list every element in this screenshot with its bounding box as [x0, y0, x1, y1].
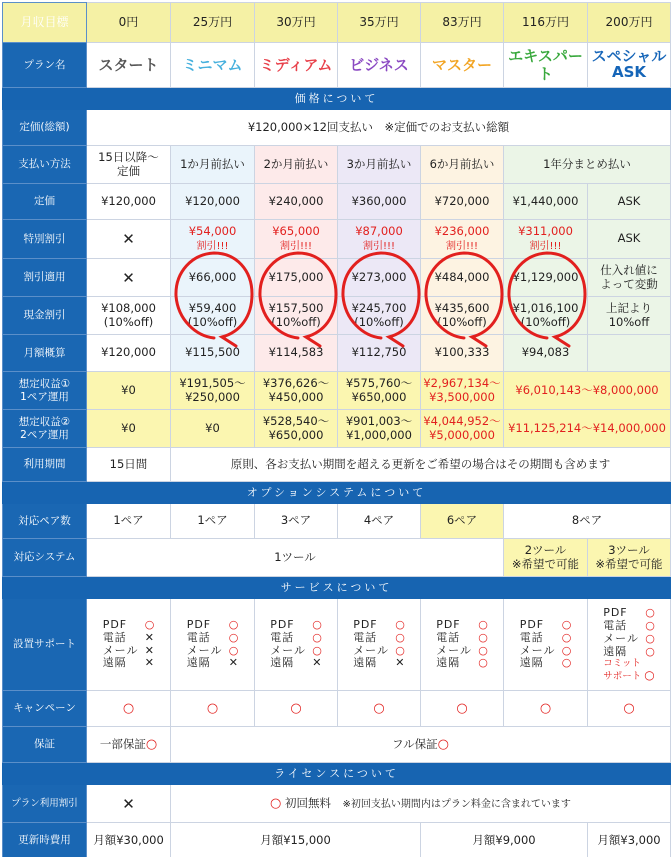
guarantee-full: [171, 727, 671, 763]
campaign-medium: ○: [255, 691, 338, 727]
guarantee-start: [87, 727, 171, 763]
setup-start: [87, 599, 171, 691]
support-item-name: 遠隔: [353, 656, 378, 670]
support-list: [603, 607, 655, 682]
discount-suffix: 割引!!!: [362, 240, 396, 252]
campaign-minimum: ○: [171, 691, 255, 727]
system-expert-tool: 2ツール: [524, 542, 567, 557]
income-to: ¥3,500,000: [429, 389, 495, 404]
income-1pair-row: [3, 372, 671, 410]
support-list: [270, 619, 322, 671]
cash-discount-business: [338, 297, 421, 335]
monthly-minimum: ¥115,500: [171, 335, 255, 372]
cash-off: (10%off): [271, 314, 321, 329]
special-discount-expert: [504, 220, 588, 259]
payment-method-label: 支払い方法: [3, 146, 87, 184]
plan-special-line2: ASK: [611, 63, 647, 81]
option-section-title: オプションシステムについて: [3, 482, 671, 504]
support-item-name: PDF: [519, 617, 545, 631]
income1-medium: [255, 372, 338, 410]
discount-amount: ¥87,000: [355, 224, 403, 239]
special-discount-master: [421, 220, 504, 259]
support-unavailable-mark: ✕: [395, 656, 405, 670]
support-list: [436, 619, 488, 671]
setup-master: [421, 599, 504, 691]
commit-line1: コミット: [603, 657, 641, 669]
fixed-price-special: ASK: [588, 184, 671, 220]
support-item: [270, 657, 322, 670]
support-item-name: PDF: [102, 617, 128, 631]
fixed-price-start: ¥120,000: [87, 184, 171, 220]
renewal-start: 月額¥30,000: [87, 823, 171, 857]
support-item-name: 電話: [436, 630, 461, 644]
cash-discount-row: [3, 297, 671, 335]
campaign-master: ○: [421, 691, 504, 727]
setup-support-label: 設置サポート: [3, 599, 87, 691]
monthly-special: [588, 335, 671, 372]
support-list: [103, 619, 155, 671]
commit-circle: ○: [644, 667, 655, 682]
setup-minimum: [171, 599, 255, 691]
target-minimum: 25万円: [171, 3, 255, 43]
usage-period-row: [3, 448, 671, 482]
support-available-mark: ○: [645, 618, 655, 632]
support-available-mark: ○: [561, 643, 572, 657]
target-income-label: 月収目標: [3, 3, 87, 43]
support-available-mark: ○: [395, 630, 405, 644]
income-1pair-label: [3, 372, 87, 410]
cash-discount-start: [87, 297, 171, 335]
monthly-business: ¥112,750: [338, 335, 421, 372]
support-available-mark: ○: [478, 630, 488, 644]
plan-discount-start: ✕: [87, 785, 171, 823]
discount-amount: ¥54,000: [188, 224, 237, 239]
support-unavailable-mark: ✕: [144, 643, 154, 657]
monthly-master: ¥100,333: [421, 335, 504, 372]
income2-minimum: ¥0: [171, 410, 255, 448]
support-list: [520, 619, 572, 671]
support-item-name: 電話: [186, 630, 211, 644]
system-row: [3, 539, 671, 577]
income1-top: ¥6,010,143〜¥8,000,000: [504, 372, 671, 410]
income2-start: ¥0: [87, 410, 171, 448]
list-price-row: [3, 110, 671, 146]
discount-applied-row: [3, 259, 671, 297]
target-income-row: [3, 3, 671, 43]
support-item-name: 遠隔: [436, 656, 461, 670]
fixed-price-medium: ¥240,000: [255, 184, 338, 220]
support-item-name: 電話: [603, 618, 628, 632]
support-item-name: メール: [519, 643, 556, 657]
support-available-mark: ○: [645, 605, 655, 619]
discount-applied-label: 割引適用: [3, 259, 87, 297]
renewal-special: 月額¥3,000: [588, 823, 671, 857]
income2-medium: [255, 410, 338, 448]
special-discount-minimum: [171, 220, 255, 259]
support-item-name: 遠隔: [186, 656, 211, 670]
system-special-tool: 3ツール: [608, 542, 650, 557]
support-available-mark: ○: [228, 617, 239, 631]
cash-amount: ¥59,400: [188, 300, 237, 315]
payment-medium: 2か月前払い: [255, 146, 338, 184]
fixed-price-expert: ¥1,440,000: [504, 184, 588, 220]
target-expert: 116万円: [504, 3, 588, 43]
target-business: 35万円: [338, 3, 421, 43]
support-available-mark: ○: [144, 617, 155, 631]
support-item-name: PDF: [270, 617, 295, 631]
renewal-upper: 月額¥9,000: [421, 823, 588, 857]
system-expert-note: ※希望で可能: [511, 556, 580, 571]
plan-discount-row: [3, 785, 671, 823]
payment-method-row: [3, 146, 671, 184]
guarantee-label: 保証: [3, 727, 87, 763]
fixed-price-minimum: ¥120,000: [171, 184, 255, 220]
plan-minimum: ミニマム: [171, 43, 255, 88]
price-section-row: [3, 88, 671, 110]
discount-amount: ¥236,000: [434, 224, 490, 239]
cash-amount: ¥245,700: [351, 300, 407, 315]
income-from: ¥528,540〜: [262, 413, 330, 428]
renewal-row: [3, 823, 671, 857]
cash-amount: ¥435,600: [434, 300, 490, 315]
system-expert: [504, 539, 588, 577]
plan-master: マスター: [421, 43, 504, 88]
support-list: [187, 619, 239, 671]
support-item-name: メール: [102, 643, 139, 657]
discount-applied-medium: ¥175,000: [255, 259, 338, 297]
target-master: 83万円: [421, 3, 504, 43]
income-1pair-label-line2: 1ペア運用: [20, 390, 69, 403]
option-section-row: [3, 482, 671, 504]
support-item: [103, 657, 155, 670]
discount-applied-start: ✕: [87, 259, 171, 297]
income1-business: [338, 372, 421, 410]
support-unavailable-mark: ✕: [228, 656, 238, 670]
support-item-name: メール: [436, 643, 472, 657]
income-from: ¥575,760〜: [345, 375, 413, 390]
usage-text: 原則、各お支払い期間を超える更新をご希望の場合はその期間も含めます: [171, 448, 671, 482]
pairs-master: 6ペア: [421, 504, 504, 539]
support-item-name: メール: [603, 631, 639, 645]
special-discount-special: ASK: [588, 220, 671, 259]
setup-special: [588, 599, 671, 691]
discount-applied-master: ¥484,000: [421, 259, 504, 297]
payment-master: 6か月前払い: [421, 146, 504, 184]
license-section-row: [3, 763, 671, 785]
support-available-mark: ○: [561, 656, 572, 670]
support-unavailable-mark: ✕: [312, 656, 322, 670]
support-item-name: 電話: [519, 630, 544, 644]
pairs-label: 対応ペア数: [3, 504, 87, 539]
support-unavailable-mark: ✕: [144, 656, 154, 670]
plan-special: [588, 43, 671, 88]
discount-applied-business: ¥273,000: [338, 259, 421, 297]
free-label: 初回無料: [285, 795, 332, 810]
price-section-title: 価格について: [3, 88, 671, 110]
cash-discount-minimum: [171, 297, 255, 335]
full-guarantee: フル保証: [392, 736, 438, 751]
discount-suffix: 割引!!!: [196, 240, 229, 252]
plan-name-row: [3, 43, 671, 88]
income1-minimum: [171, 372, 255, 410]
service-section-row: [3, 577, 671, 599]
free-note: ※初回支払い期間内はプラン料金に含まれています: [342, 798, 571, 810]
free-circle: ○: [270, 795, 282, 811]
fixed-price-label: 定価: [3, 184, 87, 220]
income-from: ¥2,967,134〜: [423, 375, 501, 390]
payment-start-line1: 15日以降〜: [98, 149, 159, 164]
support-available-mark: ○: [312, 617, 322, 631]
discount-suffix: 割引!!!: [279, 240, 313, 252]
payment-start-line2: 定価: [117, 163, 140, 178]
plan-name-label: プラン名: [3, 43, 87, 88]
system-special-note: ※希望で可能: [595, 556, 663, 571]
support-item-name: PDF: [353, 617, 378, 631]
system-label: 対応システム: [3, 539, 87, 577]
support-item-name: 遠隔: [270, 656, 295, 670]
income1-start: ¥0: [87, 372, 171, 410]
fixed-price-row: [3, 184, 671, 220]
income2-master: [421, 410, 504, 448]
list-price-text: ¥120,000×12回支払い ※定価でのお支払い総額: [87, 110, 671, 146]
full-guarantee-circle: ○: [437, 736, 449, 752]
list-price-label: 定価(総額): [3, 110, 87, 146]
income-to: ¥650,000: [268, 427, 324, 442]
cash-off: (10%off): [187, 314, 238, 329]
support-list: [353, 619, 405, 671]
income-from: ¥4,044,952〜: [423, 413, 501, 428]
system-base: 1ツール: [87, 539, 504, 577]
income-from: ¥376,626〜: [262, 375, 330, 390]
discount-amount: ¥65,000: [272, 224, 320, 239]
applied-special-line1: 仕入れ値に: [600, 262, 658, 277]
pairs-top: 8ペア: [504, 504, 671, 539]
income-to: ¥1,000,000: [346, 427, 412, 442]
monthly-estimate-row: [3, 335, 671, 372]
cash-special-line1: 上記より: [606, 300, 652, 315]
income-2pair-label-line2: 2ペア運用: [20, 428, 69, 441]
income2-business: [338, 410, 421, 448]
applied-special-line2: よって変動: [600, 276, 658, 291]
income-to: ¥450,000: [268, 389, 324, 404]
cash-amount: ¥157,500: [268, 300, 324, 315]
discount-amount: ¥311,000: [518, 224, 573, 239]
support-item-name: 電話: [102, 630, 127, 644]
plan-business: ビジネス: [338, 43, 421, 88]
income-to: ¥650,000: [351, 389, 407, 404]
cash-off: (10%off): [520, 314, 571, 329]
monthly-estimate-label: 月額概算: [3, 335, 87, 372]
payment-start: [87, 146, 171, 184]
setup-business: [338, 599, 421, 691]
income1-master: [421, 372, 504, 410]
special-discount-start: ✕: [87, 220, 171, 259]
support-item-name: PDF: [603, 605, 628, 619]
partial-guarantee: 一部保証: [99, 736, 146, 751]
cash-amount: ¥1,016,100: [512, 300, 579, 315]
discount-suffix: 割引!!!: [445, 240, 479, 252]
pairs-minimum: 1ペア: [171, 504, 255, 539]
cash-discount-medium: [255, 297, 338, 335]
campaign-expert: ○: [504, 691, 588, 727]
guarantee-row: [3, 727, 671, 763]
support-available-mark: ○: [561, 617, 572, 631]
cash-off: (10%off): [437, 314, 487, 329]
support-available-mark: ○: [395, 617, 405, 631]
discount-applied-special: [588, 259, 671, 297]
setup-expert: [504, 599, 588, 691]
cash-special-line2: 10%off: [608, 314, 650, 329]
support-item: [520, 657, 572, 670]
setup-support-row: [3, 599, 671, 691]
partial-guarantee-circle: ○: [145, 736, 158, 752]
payment-year: 1年分まとめ払い: [504, 146, 671, 184]
support-item: [436, 657, 488, 670]
campaign-start: ○: [87, 691, 171, 727]
income-from: ¥191,505〜: [179, 375, 246, 390]
target-special: 200万円: [588, 3, 671, 43]
income-2pair-row: [3, 410, 671, 448]
cash-discount-expert: [504, 297, 588, 335]
pairs-business: 4ペア: [338, 504, 421, 539]
support-unavailable-mark: ✕: [144, 630, 154, 644]
usage-period-label: 利用期間: [3, 448, 87, 482]
campaign-row: [3, 691, 671, 727]
income2-top: ¥11,125,214〜¥14,000,000: [504, 410, 671, 448]
support-item: [187, 657, 239, 670]
cash-off: (10%off): [354, 314, 404, 329]
income-to: ¥250,000: [185, 389, 240, 404]
support-available-mark: ○: [645, 631, 655, 645]
campaign-special: ○: [588, 691, 671, 727]
income-to: ¥5,000,000: [429, 427, 495, 442]
support-item-name: メール: [270, 643, 306, 657]
cash-discount-master: [421, 297, 504, 335]
renewal-mid: 月額¥15,000: [171, 823, 421, 857]
support-available-mark: ○: [312, 630, 322, 644]
plan-expert: エキスパート: [504, 43, 588, 88]
campaign-label: キャンペーン: [3, 691, 87, 727]
support-item-name: 遠隔: [102, 656, 127, 670]
support-item-name: メール: [186, 643, 223, 657]
monthly-start: ¥120,000: [87, 335, 171, 372]
service-section-title: サービスについて: [3, 577, 671, 599]
support-item-name: PDF: [436, 617, 461, 631]
monthly-expert: ¥94,083: [504, 335, 588, 372]
plan-discount-label: プラン利用割引: [3, 785, 87, 823]
special-discount-label: 特別割引: [3, 220, 87, 259]
support-available-mark: ○: [561, 630, 572, 644]
special-discount-row: [3, 220, 671, 259]
payment-minimum: 1か月前払い: [171, 146, 255, 184]
support-item-name: 遠隔: [603, 644, 628, 658]
cash-discount-label: 現金割引: [3, 297, 87, 335]
support-item-name: 電話: [353, 630, 378, 644]
support-available-mark: ○: [312, 643, 322, 657]
plan-special-line1: スペシャル: [591, 47, 667, 66]
renewal-label: 更新時費用: [3, 823, 87, 857]
special-discount-business: [338, 220, 421, 259]
support-item-name: 電話: [270, 630, 295, 644]
plan-medium: ミディアム: [255, 43, 338, 88]
support-available-mark: ○: [228, 630, 239, 644]
campaign-business: ○: [338, 691, 421, 727]
payment-business: 3か月前払い: [338, 146, 421, 184]
plan-start: スタート: [87, 43, 171, 88]
support-available-mark: ○: [478, 617, 488, 631]
support-available-mark: ○: [478, 643, 488, 657]
support-available-mark: ○: [228, 643, 239, 657]
income-2pair-label: [3, 410, 87, 448]
pairs-start: 1ペア: [87, 504, 171, 539]
commit-support: [603, 659, 655, 682]
target-medium: 30万円: [255, 3, 338, 43]
fixed-price-master: ¥720,000: [421, 184, 504, 220]
monthly-medium: ¥114,583: [255, 335, 338, 372]
cash-off: (10%off): [103, 314, 154, 329]
usage-start: 15日間: [87, 448, 171, 482]
cash-amount: ¥108,000: [101, 300, 156, 315]
income-1pair-label-line1: 想定収益①: [18, 377, 71, 390]
discount-applied-expert: ¥1,129,000: [504, 259, 588, 297]
license-section-title: ライセンスについて: [3, 763, 671, 785]
target-start: 0円: [87, 3, 171, 43]
discount-applied-minimum: ¥66,000: [171, 259, 255, 297]
support-item: [353, 657, 405, 670]
support-available-mark: ○: [478, 656, 488, 670]
discount-suffix: 割引!!!: [529, 240, 562, 252]
plan-comparison-table: [0, 2, 672, 857]
plan-discount-text: [171, 785, 671, 823]
support-available-mark: ○: [645, 644, 655, 658]
support-item-name: PDF: [186, 617, 212, 631]
setup-medium: [255, 599, 338, 691]
pairs-medium: 3ペア: [255, 504, 338, 539]
support-item-name: 遠隔: [519, 656, 544, 670]
fixed-price-business: ¥360,000: [338, 184, 421, 220]
support-available-mark: ○: [395, 643, 405, 657]
income-2pair-label-line1: 想定収益②: [18, 415, 71, 428]
support-item-name: メール: [353, 643, 389, 657]
commit-line2: サポート: [603, 670, 642, 682]
cash-discount-special: [588, 297, 671, 335]
income-from: ¥901,003〜: [345, 413, 413, 428]
pairs-row: [3, 504, 671, 539]
special-discount-medium: [255, 220, 338, 259]
system-special: [588, 539, 671, 577]
